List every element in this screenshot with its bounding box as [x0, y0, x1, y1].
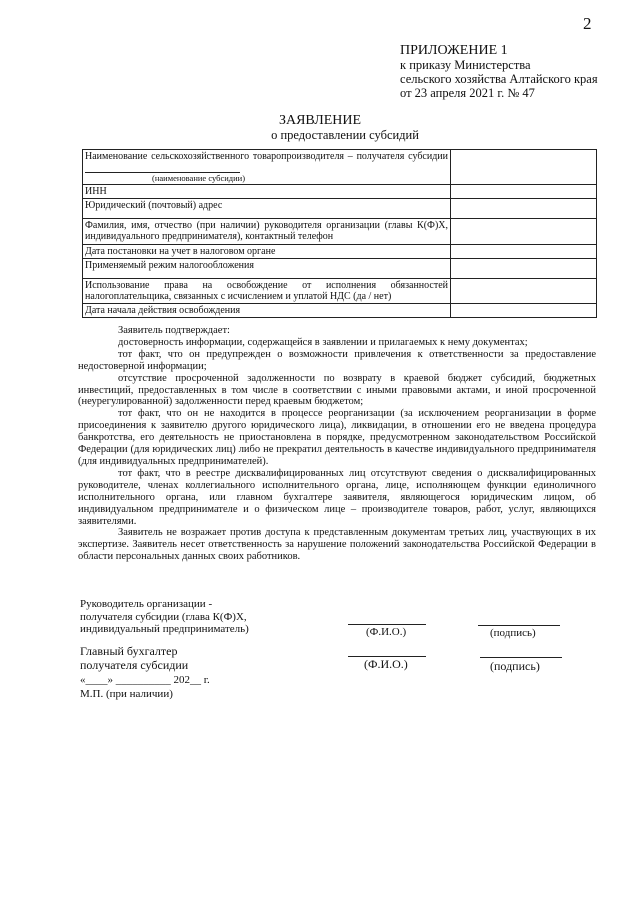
form-row [83, 219, 597, 245]
head-label-line: индивидуальный предприниматель) [80, 623, 249, 635]
form-row [83, 304, 597, 318]
form-row [83, 245, 597, 259]
form-row [83, 279, 597, 304]
declaration-paragraph: Заявитель не возражает против доступа к представленным документам третьих лиц, участвующих в их экспертизе. Заявитель несет ответственность за нарушение положений законодательства Российской Федерации в области персональных данных своих работников. [78, 527, 596, 563]
head-label-line: Руководитель организации - [80, 598, 213, 610]
declaration-paragraph: достоверность информации, содержащейся в заявлении и прилагаемых к нему документах; [118, 336, 528, 348]
form-value-cell[interactable] [451, 245, 597, 259]
form-label: Дата постановки на учет в налоговом органе [83, 245, 451, 259]
form-label: Фамилия, имя, отчество (при наличии) руководителя организации (главы К(Ф)Х, индивидуального предпринимателя), контактный телефон [83, 219, 451, 245]
document-title: ЗАЯВЛЕНИЕ [278, 113, 362, 128]
form-value-cell[interactable] [451, 150, 597, 185]
declaration-paragraph: тот факт, что в реестре дисквалифицированных лиц отсутствуют сведения о дисквалифицированных руководителе, членах коллегиального исполнительного органа, лице, исполняющем функции единоличного исполнительного органа, или главном бухгалтере заявителя, являющегося юридическим лицом, об индивидуальном предпринимателе и о физическом лице – производителе товаров, работ, услуг, являющихся заявителями. [78, 467, 596, 527]
head-fio-label: (Ф.И.О.) [366, 626, 407, 638]
stamp-place-label: М.П. (при наличии) [80, 688, 173, 700]
form-label: Юридический (почтовый) адрес [83, 199, 451, 219]
declaration-paragraph: тот факт, что он предупрежден о возможности привлечения к ответственности за предоставление недостоверной информации; [78, 348, 596, 372]
producer-name-label: Наименование сельскохозяйственного товаропроизводителя – получателя субсидии [85, 151, 449, 162]
declaration-text [78, 325, 596, 563]
document-subtitle: о предоставлении субсидий [271, 128, 419, 142]
form-label [83, 150, 451, 185]
form-row [83, 185, 597, 199]
form-label: Дата начала действия освобождения [83, 304, 451, 318]
form-label: ИНН [83, 185, 451, 199]
form-value-cell[interactable] [451, 259, 597, 279]
appendix-block [400, 44, 598, 100]
appendix-title: ПРИЛОЖЕНИЕ 1 [400, 43, 508, 58]
accountant-sign-label: (подпись) [490, 659, 540, 673]
form-value-cell[interactable] [451, 199, 597, 219]
form-value-cell[interactable] [451, 219, 597, 245]
accountant-sign-line [480, 657, 562, 658]
accountant-signature-label [80, 645, 320, 672]
head-sign-label: (подпись) [490, 627, 536, 639]
date-line[interactable]: «____» __________ 202__ г. [80, 674, 210, 686]
form-label: Применяемый режим налогообложения [83, 259, 451, 279]
declaration-paragraph: отсутствие просроченной задолженности по возврату в краевой бюджет субсидий, бюджетных инвестиций, предоставленных в том числе в соответствии с иными правовыми актами, и иной просроченной (неурегулированной) задолженности перед краевым бюджетом; [78, 372, 596, 408]
appendix-line: сельского хозяйства Алтайского края [400, 72, 598, 86]
form-row [83, 199, 597, 219]
form-row [83, 259, 597, 279]
application-form-table [82, 149, 597, 318]
subsidy-name-line [85, 163, 240, 173]
form-value-cell[interactable] [451, 304, 597, 318]
form-label: Использование права на освобождение от исполнения обязанностей налогоплательщика, связанных с исчислением и уплатой НДС (да / нет) [83, 279, 451, 304]
page-number: 2 [583, 14, 592, 33]
appendix-line: от 23 апреля 2021 г. № 47 [400, 86, 535, 100]
form-value-cell[interactable] [451, 279, 597, 304]
head-sign-line [478, 625, 560, 626]
head-signature-label [80, 598, 320, 636]
appendix-line: к приказу Министерства [400, 58, 531, 72]
accountant-label-line: Главный бухгалтер [80, 644, 178, 658]
accountant-label-line: получателя субсидии [80, 657, 189, 672]
declaration-paragraph: Заявитель подтверждает: [118, 325, 230, 336]
form-value-cell[interactable] [451, 185, 597, 199]
form-row [83, 150, 597, 185]
accountant-fio-label: (Ф.И.О.) [364, 657, 408, 671]
declaration-paragraph: тот факт, что он не находится в процессе реорганизации (за исключением реорганизации в форме присоединения к заявителю другого юридического лица), ликвидации, в отношении его не введена процедура банкротства, его деятельность не приостановлена в порядке, предусмотренном законодательством Российской Федерации (для юридических лиц) либо не прекратил деятельность в качестве индивидуального предпринимателя (для индивидуальных предпринимателей). [78, 408, 596, 467]
head-label-line: получателя субсидии (глава К(Ф)Х, [80, 610, 247, 623]
head-fio-line [348, 624, 426, 625]
subsidy-name-note: (наименование субсидии) [152, 173, 246, 183]
